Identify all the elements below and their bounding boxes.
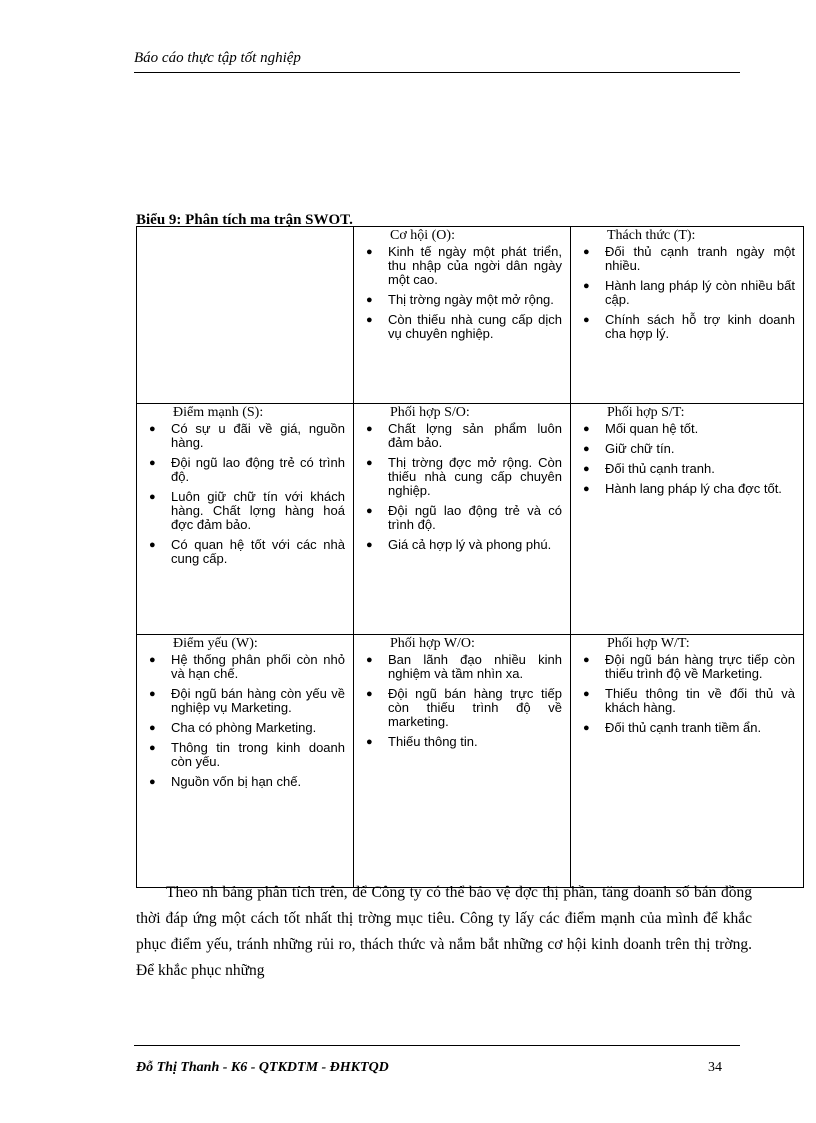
bullet-icon: ● — [366, 294, 373, 306]
running-header: Báo cáo thực tập tốt nghiệp — [134, 50, 301, 66]
bullet-icon: ● — [366, 314, 373, 326]
table-row — [137, 227, 804, 404]
bullet-list — [145, 422, 345, 566]
list-item — [362, 653, 562, 681]
list-item — [362, 504, 562, 532]
bullet-icon: ● — [366, 457, 373, 469]
table-cell — [354, 404, 571, 635]
list-item-text: Giữ chữ tín. — [605, 441, 675, 456]
bullet-icon: ● — [583, 463, 590, 475]
list-item-text: Ban lãnh đạo nhiều kinh nghiệm và tầm nhìn xa. — [388, 652, 562, 681]
table-cell — [354, 227, 571, 404]
list-item — [362, 456, 562, 498]
bullet-icon: ● — [583, 423, 590, 435]
bullet-icon: ● — [149, 654, 156, 666]
bullet-icon: ● — [583, 246, 590, 258]
bullet-list — [579, 653, 795, 735]
list-item — [145, 653, 345, 681]
bullet-icon: ● — [149, 742, 156, 754]
list-item — [579, 313, 795, 341]
bullet-icon: ● — [366, 736, 373, 748]
bullet-icon: ● — [149, 457, 156, 469]
list-item — [145, 538, 345, 566]
list-item-text: Còn thiếu nhà cung cấp dịch vụ chuyên nghiệp. — [388, 312, 562, 341]
table-cell — [137, 227, 354, 404]
list-item-text: Thị trờng ngày một mở rộng. — [388, 292, 554, 307]
bullet-icon: ● — [149, 776, 156, 788]
bullet-list — [362, 422, 562, 552]
list-item-text: Đội ngũ lao động trẻ và có trình độ. — [388, 503, 562, 532]
bullet-icon: ● — [149, 688, 156, 700]
list-item — [579, 442, 795, 456]
list-item — [579, 482, 795, 496]
list-item-text: Có quan hệ tốt với các nhà cung cấp. — [171, 537, 345, 566]
list-item — [145, 721, 345, 735]
list-item-text: Cha có phòng Marketing. — [171, 720, 317, 735]
bullet-icon: ● — [583, 280, 590, 292]
table-cell — [571, 227, 804, 404]
header-rule — [134, 72, 740, 73]
bullet-icon: ● — [583, 654, 590, 666]
list-item-text: Hệ thống phân phối còn nhỏ và hạn chế. — [171, 652, 345, 681]
list-item — [579, 245, 795, 273]
list-item — [579, 422, 795, 436]
list-item-text: Có sự u đãi về giá, nguồn hàng. — [171, 421, 345, 450]
table-row — [137, 404, 804, 635]
cell-title: Điểm mạnh (S): — [173, 405, 264, 420]
list-item — [145, 775, 345, 789]
list-item — [145, 741, 345, 769]
table-cell — [137, 635, 354, 888]
cell-title: Phối hợp S/T: — [607, 405, 685, 420]
page-number: 34 — [708, 1060, 722, 1075]
list-item-text: Giá cả hợp lý và phong phú. — [388, 537, 552, 552]
list-item — [579, 653, 795, 681]
list-item — [362, 313, 562, 341]
list-item-text: Hành lang pháp lý cha đợc tốt. — [605, 481, 782, 496]
body-paragraph: Theo nh bảng phân tích trên, để Công ty có thể bảo vệ đợc thị phần, tăng doanh số bán đồng thời đáp ứng một cách tốt nhất thị trờng mục tiêu. Công ty lấy các điểm mạnh của mình để khắc phục điểm yếu, tránh những rủi ro, thách thức và nắm bắt những cơ hội kinh doanh trên thị trờng. Để khắc phục những — [136, 884, 752, 979]
list-item — [362, 538, 562, 552]
footer-author: Đỗ Thị Thanh - K6 - QTKDTM - ĐHKTQD — [136, 1060, 389, 1075]
cell-title: Cơ hội (O): — [390, 228, 455, 243]
bullet-list — [579, 245, 795, 341]
bullet-list — [362, 653, 562, 749]
list-item — [145, 687, 345, 715]
list-item-text: Đối thủ cạnh tranh ngày một nhiều. — [605, 244, 795, 273]
list-item — [362, 735, 562, 749]
bullet-icon: ● — [366, 505, 373, 517]
bullet-icon: ● — [583, 314, 590, 326]
bullet-icon: ● — [366, 423, 373, 435]
cell-title: Điểm yếu (W): — [173, 636, 258, 651]
swot-table — [136, 226, 804, 888]
list-item — [579, 687, 795, 715]
list-item-text: Nguồn vốn bị hạn chế. — [171, 774, 302, 789]
cell-title: Phối hợp S/O: — [390, 405, 470, 420]
table-cell — [571, 635, 804, 888]
table-cell — [354, 635, 571, 888]
bullet-icon: ● — [366, 688, 373, 700]
list-item-text: Đội ngũ bán hàng trực tiếp còn thiếu trình độ về marketing. — [388, 686, 562, 729]
list-item-text: Thông tin trong kinh doanh còn yếu. — [171, 740, 345, 769]
list-item-text: Đội ngũ bán hàng còn yếu về nghiệp vụ Marketing. — [171, 686, 345, 715]
bullet-icon: ● — [366, 654, 373, 666]
footer-rule — [134, 1045, 740, 1046]
bullet-icon: ● — [149, 423, 156, 435]
list-item — [362, 245, 562, 287]
list-item — [145, 490, 345, 532]
list-item-text: Đối thủ cạnh tranh tiềm ẩn. — [605, 720, 762, 735]
list-item — [145, 422, 345, 450]
bullet-icon: ● — [583, 483, 590, 495]
bullet-icon: ● — [583, 722, 590, 734]
list-item — [579, 279, 795, 307]
list-item-text: Đội ngũ lao động trẻ có trình độ. — [171, 455, 345, 484]
list-item — [579, 462, 795, 476]
list-item-text: Hành lang pháp lý còn nhiều bất cập. — [605, 278, 795, 307]
list-item-text: Chính sách hỗ trợ kinh doanh cha hợp lý. — [605, 312, 795, 341]
bullet-icon: ● — [149, 491, 156, 503]
table-cell — [137, 404, 354, 635]
list-item — [362, 422, 562, 450]
list-item — [362, 687, 562, 729]
list-item-text: Đối thủ cạnh tranh. — [605, 461, 715, 476]
bullet-icon: ● — [583, 443, 590, 455]
list-item-text: Luôn giữ chữ tín với khách hàng. Chất lợng hàng hoá đợc đảm bảo. — [171, 489, 345, 532]
bullet-icon: ● — [366, 539, 373, 551]
table-cell — [571, 404, 804, 635]
list-item-text: Đội ngũ bán hàng trực tiếp còn thiếu trình độ về Marketing. — [605, 652, 795, 681]
list-item — [145, 456, 345, 484]
bullet-icon: ● — [366, 246, 373, 258]
bullet-icon: ● — [149, 539, 156, 551]
list-item-text: Mối quan hệ tốt. — [605, 421, 699, 436]
table-row — [137, 635, 804, 888]
bullet-icon: ● — [583, 688, 590, 700]
list-item-text: Thiếu thông tin về đối thủ và khách hàng. — [605, 686, 795, 715]
list-item-text: Kinh tế ngày một phát triển, thu nhập của ngời dân ngày một cao. — [388, 244, 562, 287]
bullet-list — [362, 245, 562, 341]
bullet-list — [579, 422, 795, 496]
bullet-list — [145, 653, 345, 789]
list-item — [362, 293, 562, 307]
cell-title: Thách thức (T): — [607, 228, 696, 243]
list-item-text: Thiếu thông tin. — [388, 734, 478, 749]
cell-title: Phối hợp W/T: — [607, 636, 690, 651]
list-item-text: Chất lợng sản phẩm luôn đảm bảo. — [388, 421, 562, 450]
bullet-icon: ● — [149, 722, 156, 734]
list-item-text: Thị trờng đợc mở rộng. Còn thiếu nhà cung cấp chuyên nghiệp. — [388, 455, 562, 498]
table-caption: Biểu 9: Phân tích ma trận SWOT. — [136, 212, 353, 228]
cell-title: Phối hợp W/O: — [390, 636, 475, 651]
list-item — [579, 721, 795, 735]
